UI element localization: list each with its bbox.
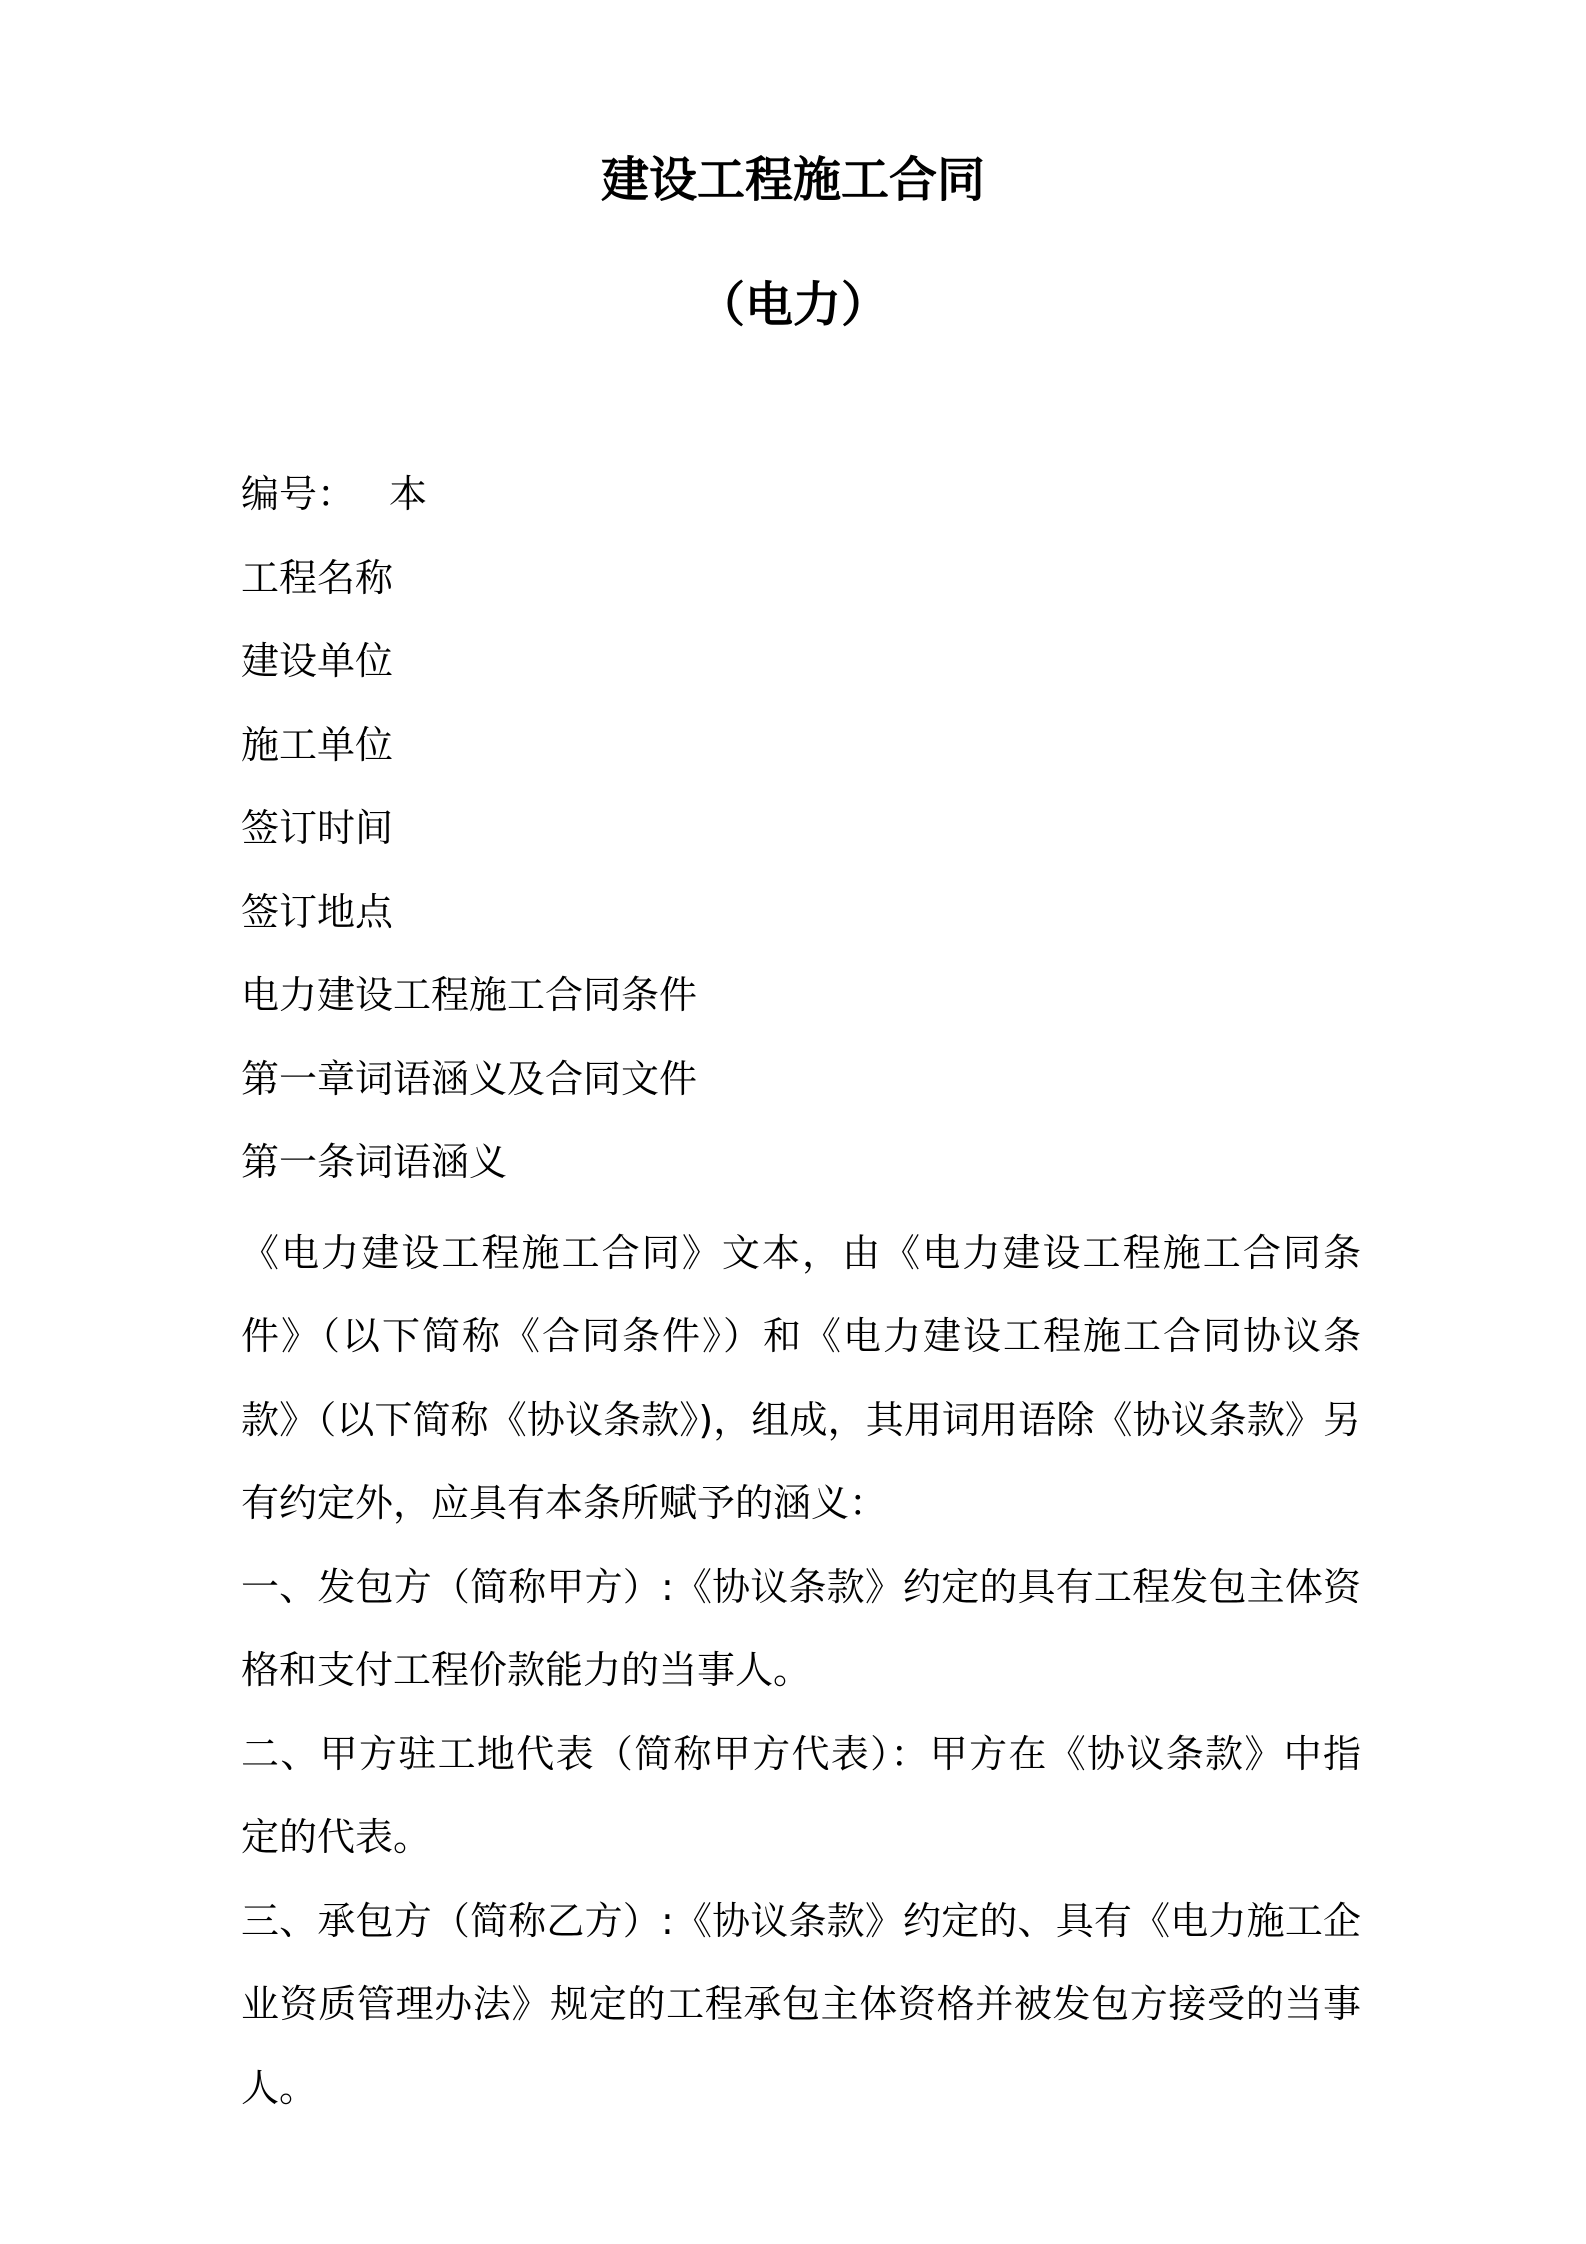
definition-contractor-paragraph: 三、承包方（简称乙方）:《协议条款》约定的、具有《电力施工企业资质管理办法》规定的工程承包主体资格并被发包方接受的当事人。 [241, 1898, 1361, 2110]
document-title: 建设工程施工合同 [600, 152, 985, 208]
document-subtitle: （电力） [696, 277, 889, 333]
definition-intro-paragraph: 《电力建设工程施工合同》文本，由《电力建设工程施工合同条件》（以下简称《合同条件》）和《电力建设工程施工合同协议条款》（以下简称《协议条款》)，组成，其用词用语除《协议条款》另有约定外，应具有本条所赋予的涵义： [241, 1230, 1361, 1525]
project-name-field: 工程名称 [241, 555, 394, 600]
sign-time-field: 签订时间 [241, 806, 394, 850]
chapter-heading: 第一章词语涵义及合同文件 [241, 1056, 698, 1101]
conditions-heading: 电力建设工程施工合同条件 [241, 973, 698, 1017]
definition-employer-rep-paragraph: 二、甲方驻工地代表（简称甲方代表）：甲方在《协议条款》中指定的代表。 [241, 1731, 1361, 1859]
contract-number-value: 本 [389, 472, 428, 516]
definition-employer-paragraph: 一、发包方（简称甲方）:《协议条款》约定的具有工程发包主体资格和支付工程价款能力的当事人。 [241, 1564, 1361, 1692]
contract-number-label: 编号： [241, 472, 356, 516]
document-body [241, 460, 1361, 2130]
contractor-unit-field: 施工单位 [241, 722, 394, 767]
contract-number-line [241, 460, 1361, 544]
article-heading: 第一条词语涵义 [241, 1140, 508, 1184]
owner-unit-field: 建设单位 [241, 639, 394, 683]
sign-place-field: 签订地点 [241, 889, 394, 934]
